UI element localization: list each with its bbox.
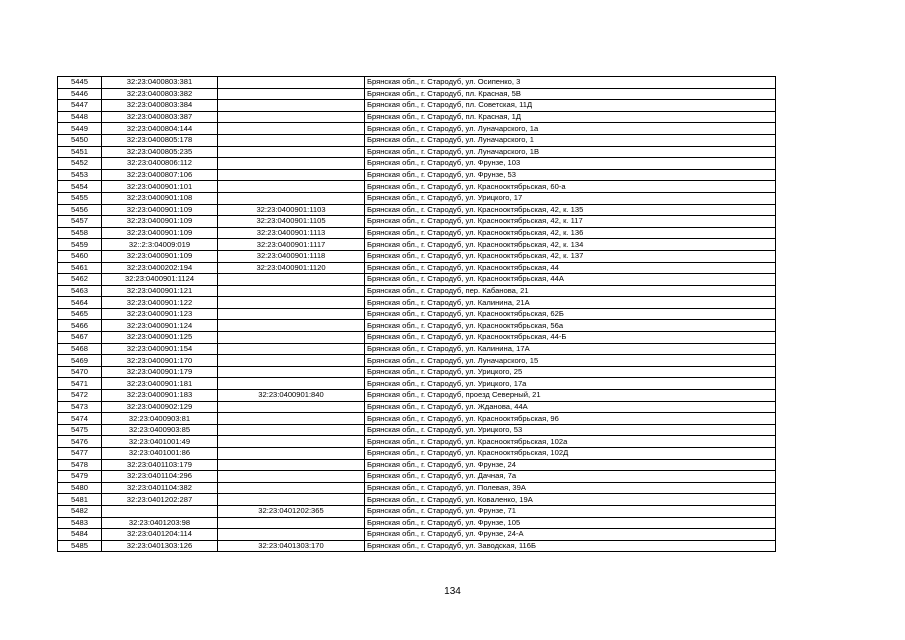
table-row (58, 366, 776, 378)
secondary-cadastral-number-cell (218, 274, 365, 286)
secondary-cadastral-number-cell (218, 494, 365, 506)
address-cell: Брянская обл., г. Стародуб, пл. Советская, 11Д (365, 100, 776, 112)
table-row (58, 471, 776, 483)
table-body (58, 77, 776, 552)
row-number-cell: 5461 (58, 262, 102, 274)
table-row (58, 424, 776, 436)
secondary-cadastral-number-cell (218, 297, 365, 309)
registry-table (57, 76, 776, 552)
secondary-cadastral-number-cell (218, 100, 365, 112)
address-cell: Брянская обл., г. Стародуб, проезд Северный, 21 (365, 390, 776, 402)
secondary-cadastral-number-cell: 32:23:0400901:1113 (218, 227, 365, 239)
table-row (58, 505, 776, 517)
table-row (58, 181, 776, 193)
cadastral-number-cell: 32:23:0400903:81 (102, 413, 218, 425)
row-number-cell: 5480 (58, 482, 102, 494)
table-row (58, 146, 776, 158)
secondary-cadastral-number-cell: 32:23:0400901:1120 (218, 262, 365, 274)
row-number-cell: 5463 (58, 285, 102, 297)
secondary-cadastral-number-cell (218, 355, 365, 367)
address-cell: Брянская обл., г. Стародуб, ул. Краснооктябрьская, 60-а (365, 181, 776, 193)
address-cell: Брянская обл., г. Стародуб, ул. Краснооктябрьская, 44А (365, 274, 776, 286)
table-row (58, 250, 776, 262)
address-cell: Брянская обл., г. Стародуб, ул. Дачная, 7а (365, 471, 776, 483)
row-number-cell: 5448 (58, 111, 102, 123)
secondary-cadastral-number-cell (218, 169, 365, 181)
table-row (58, 308, 776, 320)
cadastral-number-cell: 32:23:0401303:126 (102, 540, 218, 552)
table-row (58, 459, 776, 471)
secondary-cadastral-number-cell (218, 529, 365, 541)
address-cell: Брянская обл., г. Стародуб, ул. Фрунзе, 53 (365, 169, 776, 181)
cadastral-number-cell: 32:23:0400901:101 (102, 181, 218, 193)
secondary-cadastral-number-cell: 32:23:0400901:1118 (218, 250, 365, 262)
cadastral-number-cell: 32:23:0400901:170 (102, 355, 218, 367)
row-number-cell: 5446 (58, 88, 102, 100)
row-number-cell: 5460 (58, 250, 102, 262)
address-cell: Брянская обл., г. Стародуб, ул. Полевая, 39А (365, 482, 776, 494)
cadastral-number-cell: 32:23:0400901:121 (102, 285, 218, 297)
address-cell: Брянская обл., г. Стародуб, ул. Краснооктябрьская, 44 (365, 262, 776, 274)
row-number-cell: 5484 (58, 529, 102, 541)
cadastral-number-cell: 32:23:0400901:124 (102, 320, 218, 332)
row-number-cell: 5481 (58, 494, 102, 506)
row-number-cell: 5476 (58, 436, 102, 448)
address-cell: Брянская обл., г. Стародуб, ул. Краснооктябрьская, 42, к. 134 (365, 239, 776, 251)
secondary-cadastral-number-cell (218, 332, 365, 344)
row-number-cell: 5447 (58, 100, 102, 112)
address-cell: Брянская обл., г. Стародуб, ул. Краснооктябрьская, 96 (365, 413, 776, 425)
address-cell: Брянская обл., г. Стародуб, ул. Краснооктябрьская, 102Д (365, 448, 776, 460)
row-number-cell: 5470 (58, 366, 102, 378)
row-number-cell: 5468 (58, 343, 102, 355)
cadastral-number-cell: 32:23:0400901:125 (102, 332, 218, 344)
address-cell: Брянская обл., г. Стародуб, ул. Урицкого, 17а (365, 378, 776, 390)
table-row (58, 123, 776, 135)
row-number-cell: 5458 (58, 227, 102, 239)
table-row (58, 494, 776, 506)
cadastral-number-cell: 32:23:0400803:384 (102, 100, 218, 112)
cadastral-number-cell: 32:23:0400903:85 (102, 424, 218, 436)
table-row (58, 436, 776, 448)
secondary-cadastral-number-cell (218, 378, 365, 390)
table-row (58, 378, 776, 390)
cadastral-number-cell (102, 505, 218, 517)
address-cell: Брянская обл., г. Стародуб, ул. Фрунзе, 105 (365, 517, 776, 529)
secondary-cadastral-number-cell (218, 88, 365, 100)
address-cell: Брянская обл., г. Стародуб, ул. Краснооктябрьская, 42, к. 136 (365, 227, 776, 239)
table-row (58, 320, 776, 332)
cadastral-number-cell: 32:23:0400202:194 (102, 262, 218, 274)
table-row (58, 169, 776, 181)
table-row (58, 297, 776, 309)
table-row (58, 158, 776, 170)
row-number-cell: 5478 (58, 459, 102, 471)
address-cell: Брянская обл., г. Стародуб, ул. Заводская, 116Б (365, 540, 776, 552)
cadastral-number-cell: 32:23:0400803:381 (102, 77, 218, 89)
cadastral-number-cell: 32:23:0400902:129 (102, 401, 218, 413)
row-number-cell: 5477 (58, 448, 102, 460)
secondary-cadastral-number-cell (218, 482, 365, 494)
row-number-cell: 5483 (58, 517, 102, 529)
address-cell: Брянская обл., г. Стародуб, ул. Фрунзе, 24 (365, 459, 776, 471)
secondary-cadastral-number-cell: 32:23:0400901:1117 (218, 239, 365, 251)
secondary-cadastral-number-cell (218, 123, 365, 135)
address-cell: Брянская обл., г. Стародуб, ул. Краснооктябрьская, 44-Б (365, 332, 776, 344)
address-cell: Брянская обл., г. Стародуб, ул. Луначарского, 1 (365, 134, 776, 146)
secondary-cadastral-number-cell: 32:23:0401303:170 (218, 540, 365, 552)
cadastral-number-cell: 32:23:0400901:154 (102, 343, 218, 355)
cadastral-number-cell: 32:23:0401103:179 (102, 459, 218, 471)
page-number: 134 (444, 586, 461, 597)
cadastral-number-cell: 32:23:0400805:178 (102, 134, 218, 146)
row-number-cell: 5466 (58, 320, 102, 332)
table-row (58, 100, 776, 112)
table-row (58, 204, 776, 216)
address-cell: Брянская обл., г. Стародуб, ул. Урицкого, 25 (365, 366, 776, 378)
address-cell: Брянская обл., г. Стародуб, ул. Краснооктябрьская, 42, к. 135 (365, 204, 776, 216)
table-row (58, 517, 776, 529)
address-cell: Брянская обл., г. Стародуб, ул. Краснооктябрьская, 42, к. 137 (365, 250, 776, 262)
table-row (58, 529, 776, 541)
secondary-cadastral-number-cell: 32:23:0401202:365 (218, 505, 365, 517)
cadastral-number-cell: 32:23:0400901:179 (102, 366, 218, 378)
secondary-cadastral-number-cell (218, 77, 365, 89)
address-cell: Брянская обл., г. Стародуб, ул. Луначарского, 1а (365, 123, 776, 135)
row-number-cell: 5471 (58, 378, 102, 390)
cadastral-number-cell: 32:23:0400901:183 (102, 390, 218, 402)
table-row (58, 332, 776, 344)
secondary-cadastral-number-cell: 32:23:0400901:1103 (218, 204, 365, 216)
row-number-cell: 5465 (58, 308, 102, 320)
secondary-cadastral-number-cell (218, 158, 365, 170)
row-number-cell: 5462 (58, 274, 102, 286)
address-cell: Брянская обл., г. Стародуб, ул. Фрунзе, 71 (365, 505, 776, 517)
cadastral-number-cell: 32:23:0400803:387 (102, 111, 218, 123)
row-number-cell: 5485 (58, 540, 102, 552)
row-number-cell: 5455 (58, 192, 102, 204)
address-cell: Брянская обл., г. Стародуб, ул. Луначарского, 15 (365, 355, 776, 367)
row-number-cell: 5474 (58, 413, 102, 425)
address-cell: Брянская обл., г. Стародуб, ул. Фрунзе, 103 (365, 158, 776, 170)
table-row (58, 274, 776, 286)
row-number-cell: 5451 (58, 146, 102, 158)
row-number-cell: 5450 (58, 134, 102, 146)
address-cell: Брянская обл., г. Стародуб, ул. Жданова, 44А (365, 401, 776, 413)
address-cell: Брянская обл., г. Стародуб, пл. Красная, 1Д (365, 111, 776, 123)
cadastral-number-cell: 32:23:0400807:106 (102, 169, 218, 181)
cadastral-number-cell: 32::2:3:04009:019 (102, 239, 218, 251)
address-cell: Брянская обл., г. Стародуб, пл. Красная, 5В (365, 88, 776, 100)
address-cell: Брянская обл., г. Стародуб, ул. Краснооктябрьская, 62Б (365, 308, 776, 320)
secondary-cadastral-number-cell (218, 134, 365, 146)
table-row (58, 262, 776, 274)
cadastral-number-cell: 32:23:0400803:382 (102, 88, 218, 100)
secondary-cadastral-number-cell (218, 111, 365, 123)
cadastral-number-cell: 32:23:0401001:49 (102, 436, 218, 448)
row-number-cell: 5454 (58, 181, 102, 193)
secondary-cadastral-number-cell (218, 343, 365, 355)
row-number-cell: 5464 (58, 297, 102, 309)
secondary-cadastral-number-cell (218, 401, 365, 413)
secondary-cadastral-number-cell (218, 192, 365, 204)
cadastral-number-cell: 32:23:0400901:122 (102, 297, 218, 309)
address-cell: Брянская обл., г. Стародуб, пер. Кабанова, 21 (365, 285, 776, 297)
secondary-cadastral-number-cell (218, 459, 365, 471)
secondary-cadastral-number-cell (218, 517, 365, 529)
table-row (58, 227, 776, 239)
row-number-cell: 5452 (58, 158, 102, 170)
table-row (58, 482, 776, 494)
table-row (58, 401, 776, 413)
table-row (58, 88, 776, 100)
address-cell: Брянская обл., г. Стародуб, ул. Урицкого, 17 (365, 192, 776, 204)
cadastral-number-cell: 32:23:0400901:123 (102, 308, 218, 320)
address-cell: Брянская обл., г. Стародуб, ул. Краснооктябрьская, 56а (365, 320, 776, 332)
cadastral-number-cell: 32:23:0401203:98 (102, 517, 218, 529)
row-number-cell: 5453 (58, 169, 102, 181)
secondary-cadastral-number-cell (218, 436, 365, 448)
row-number-cell: 5469 (58, 355, 102, 367)
row-number-cell: 5459 (58, 239, 102, 251)
address-cell: Брянская обл., г. Стародуб, ул. Коваленко, 19А (365, 494, 776, 506)
address-cell: Брянская обл., г. Стародуб, ул. Осипенко, 3 (365, 77, 776, 89)
secondary-cadastral-number-cell (218, 285, 365, 297)
secondary-cadastral-number-cell: 32:23:0400901:1105 (218, 216, 365, 228)
address-cell: Брянская обл., г. Стародуб, ул. Калинина, 17А (365, 343, 776, 355)
address-cell: Брянская обл., г. Стародуб, ул. Урицкого, 53 (365, 424, 776, 436)
cadastral-number-cell: 32:23:0401104:382 (102, 482, 218, 494)
cadastral-number-cell: 32:23:0400901:109 (102, 250, 218, 262)
table-row (58, 192, 776, 204)
table-row (58, 134, 776, 146)
address-cell: Брянская обл., г. Стародуб, ул. Краснооктябрьская, 102а (365, 436, 776, 448)
secondary-cadastral-number-cell (218, 424, 365, 436)
secondary-cadastral-number-cell (218, 181, 365, 193)
cadastral-number-cell: 32:23:0400805:235 (102, 146, 218, 158)
cadastral-number-cell: 32:23:0400901:109 (102, 216, 218, 228)
row-number-cell: 5472 (58, 390, 102, 402)
row-number-cell: 5475 (58, 424, 102, 436)
table-row (58, 285, 776, 297)
table-row (58, 343, 776, 355)
secondary-cadastral-number-cell (218, 471, 365, 483)
table-row (58, 448, 776, 460)
row-number-cell: 5482 (58, 505, 102, 517)
address-cell: Брянская обл., г. Стародуб, ул. Луначарского, 1В (365, 146, 776, 158)
table-row (58, 77, 776, 89)
row-number-cell: 5479 (58, 471, 102, 483)
table-row (58, 239, 776, 251)
cadastral-number-cell: 32:23:0400901:1124 (102, 274, 218, 286)
table-row (58, 355, 776, 367)
address-cell: Брянская обл., г. Стародуб, ул. Краснооктябрьская, 42, к. 117 (365, 216, 776, 228)
cadastral-number-cell: 32:23:0401104:296 (102, 471, 218, 483)
secondary-cadastral-number-cell (218, 448, 365, 460)
secondary-cadastral-number-cell (218, 146, 365, 158)
cadastral-number-cell: 32:23:0401001:86 (102, 448, 218, 460)
cadastral-number-cell: 32:23:0401204:114 (102, 529, 218, 541)
address-cell: Брянская обл., г. Стародуб, ул. Калинина, 21А (365, 297, 776, 309)
secondary-cadastral-number-cell (218, 320, 365, 332)
row-number-cell: 5445 (58, 77, 102, 89)
cadastral-number-cell: 32:23:0400901:181 (102, 378, 218, 390)
cadastral-number-cell: 32:23:0400804:144 (102, 123, 218, 135)
cadastral-number-cell: 32:23:0400806:112 (102, 158, 218, 170)
row-number-cell: 5449 (58, 123, 102, 135)
table-row (58, 413, 776, 425)
row-number-cell: 5457 (58, 216, 102, 228)
row-number-cell: 5473 (58, 401, 102, 413)
table-row (58, 216, 776, 228)
cadastral-number-cell: 32:23:0400901:109 (102, 204, 218, 216)
cadastral-number-cell: 32:23:0400901:109 (102, 227, 218, 239)
row-number-cell: 5467 (58, 332, 102, 344)
row-number-cell: 5456 (58, 204, 102, 216)
cadastral-number-cell: 32:23:0401202:287 (102, 494, 218, 506)
table-row (58, 390, 776, 402)
secondary-cadastral-number-cell (218, 308, 365, 320)
secondary-cadastral-number-cell: 32:23:0400901:840 (218, 390, 365, 402)
cadastral-number-cell: 32:23:0400901:108 (102, 192, 218, 204)
table-row (58, 540, 776, 552)
secondary-cadastral-number-cell (218, 413, 365, 425)
table-row (58, 111, 776, 123)
address-cell: Брянская обл., г. Стародуб, ул. Фрунзе, 24-А (365, 529, 776, 541)
secondary-cadastral-number-cell (218, 366, 365, 378)
